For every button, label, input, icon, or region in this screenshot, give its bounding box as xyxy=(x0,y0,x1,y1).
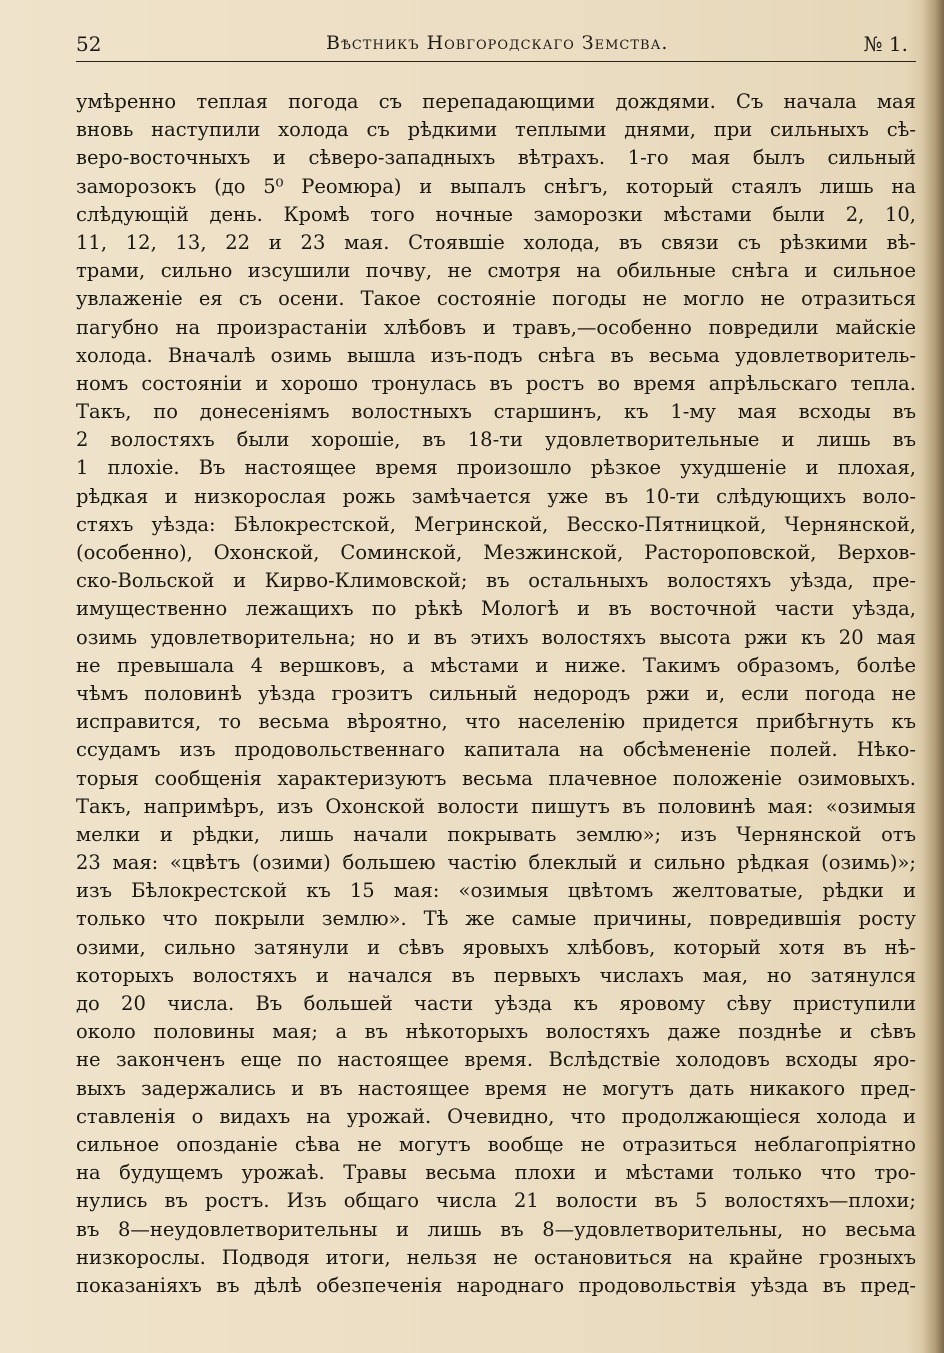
text-line: озими, сильно затянули и сѣвъ яровыхъ хлѣбовъ, который хотя въ нѣ- xyxy=(76,935,916,959)
page-spine-shadow xyxy=(922,0,944,1353)
text-line: чѣмъ половинѣ уѣзда грозитъ сильный недородъ ржи и, если погода не xyxy=(76,681,916,705)
text-line: нулись въ ростъ. Изъ общаго числа 21 волости въ 5 волостяхъ—плохи; xyxy=(76,1189,916,1213)
journal-title: Вѣстникъ Новгородскаго Земства. xyxy=(326,32,669,54)
text-line: до 20 числа. Въ большей части уѣзда къ яровому сѣву приступили xyxy=(76,992,916,1015)
text-line: 2 волостяхъ были хорошіе, въ 18-ти удовлетворительные и лишь въ xyxy=(76,428,916,452)
text-line: ско-Вольской и Кирво-Климовской; въ остальныхъ волостяхъ уѣзда, пре- xyxy=(76,569,916,593)
text-line: показаніяхъ въ дѣлѣ обезпеченія народнаго продовольствія уѣзда въ пред- xyxy=(76,1273,916,1297)
text-line: низкорослы. Подводя итоги, нельзя не остановиться на крайне грозныхъ xyxy=(76,1245,916,1269)
text-line: только что покрыли землю». Тѣ же самые причины, повредившія росту xyxy=(76,907,916,931)
text-line: мелки и рѣдки, лишь начали покрывать землю»; изъ Чернянской отъ xyxy=(76,822,916,846)
text-line: озимь удовлетворительна; но и въ этихъ волостяхъ высота ржи къ 20 мая xyxy=(76,625,916,649)
text-line: ставленія о видахъ на урожай. Очевидно, что продолжающіеся холода и xyxy=(76,1104,916,1128)
text-line: исправится, то весьма вѣроятно, что населенію придется прибѣгнуть къ xyxy=(76,710,916,734)
text-line: умѣренно теплая погода съ перепадающими дождями. Съ начала мая xyxy=(76,90,916,113)
text-line: въ 8—неудовлетворительны и лишь въ 8—удовлетворительны, но весьма xyxy=(76,1217,916,1241)
text-line: увлаженіе ея съ осени. Такое состояніе погоды не могло не отразиться xyxy=(76,287,916,311)
header-rule xyxy=(76,61,916,62)
body-text xyxy=(76,88,916,1300)
text-line: на будущемъ урожаѣ. Травы весьма плохи и мѣстами только что тро- xyxy=(76,1161,916,1185)
text-line: 1 плохіе. Въ настоящее время произошло рѣзкое ухудшеніе и плохая, xyxy=(76,456,916,480)
text-line: выхъ задержались и въ настоящее время не могутъ дать никакого пред- xyxy=(76,1076,916,1100)
text-line: слѣдующій день. Кромѣ того ночные заморозки мѣстами были 2, 10, xyxy=(76,202,916,226)
text-line: холода. Вначалѣ озимь вышла изъ-подъ снѣга въ весьма удовлетворитель- xyxy=(76,343,916,367)
text-line: 23 мая: «цвѣтъ (озими) большею частію блеклый и сильно рѣдкая (озимь)»; xyxy=(76,851,916,875)
text-line: рѣдкая и низкорослая рожь замѣчается уже въ 10-ти слѣдующихъ воло- xyxy=(76,484,916,508)
text-line: изъ Бѣлокрестской къ 15 мая: «озимыя цвѣтомъ желтоватые, рѣдки и xyxy=(76,879,916,903)
text-line: имущественно лежащихъ по рѣкѣ Мологѣ и въ восточной части уѣзда, xyxy=(76,597,916,621)
text-line: (особенно), Охонской, Соминской, Мезжинской, Растороповской, Верхов- xyxy=(76,541,916,564)
text-line: Такъ, по донесеніямъ волостныхъ старшинъ, къ 1-му мая всходы въ xyxy=(76,400,916,424)
text-line: номъ состояніи и хорошо тронулась въ ростъ во время апрѣльскаго тепла. xyxy=(76,371,916,395)
text-line: вновь наступили холода съ рѣдкими теплыми днями, при сильныхъ сѣ- xyxy=(76,118,916,142)
text-line: стяхъ уѣзда: Бѣлокрестской, Мегринской, Весско-Пятницкой, Чернянской, xyxy=(76,512,916,536)
page-number: 52 xyxy=(76,32,102,56)
text-line: трами, сильно изсушили почву, не смотря на обильные снѣга и сильное xyxy=(76,259,916,283)
text-line: около половины мая; а въ нѣкоторыхъ волостяхъ даже позднѣе и сѣвъ xyxy=(76,1020,916,1044)
text-line: 11, 12, 13, 22 и 23 мая. Стоявшіе холода, въ связи съ рѣзкими вѣ- xyxy=(76,230,916,254)
text-line: ссудамъ изъ продовольственнаго капитала на обсѣмененіе полей. Нѣко- xyxy=(76,738,916,762)
text-line: которыхъ волостяхъ и начался въ первыхъ числахъ мая, но затянулся xyxy=(76,963,916,987)
text-line: веро-восточныхъ и сѣверо-западныхъ вѣтрахъ. 1-го мая былъ сильный xyxy=(76,146,916,170)
text-line: торыя сообщенія характеризуютъ весьма плачевное положеніе озимовыхъ. xyxy=(76,766,916,790)
text-line: заморозокъ (до 5⁰ Реомюра) и выпалъ снѣгъ, который стаялъ лишь на xyxy=(76,174,916,198)
text-line: пагубно на произрастаніи хлѣбовъ и травъ,—особенно повредили майскіе xyxy=(76,315,916,339)
text-line: не законченъ еще по настоящее время. Вслѣдствіе холодовъ всходы яро- xyxy=(76,1048,916,1072)
text-line: сильное опозданіе сѣва не могутъ вообще не отразиться неблагопріятно xyxy=(76,1132,916,1156)
text-line: не превышала 4 вершковъ, а мѣстами и ниже. Такимъ образомъ, болѣе xyxy=(76,653,916,677)
running-header xyxy=(76,26,916,60)
issue-number: № 1. xyxy=(863,32,908,56)
text-line: Такъ, напримѣръ, изъ Охонской волости пишутъ въ половинѣ мая: «озимыя xyxy=(76,794,916,818)
